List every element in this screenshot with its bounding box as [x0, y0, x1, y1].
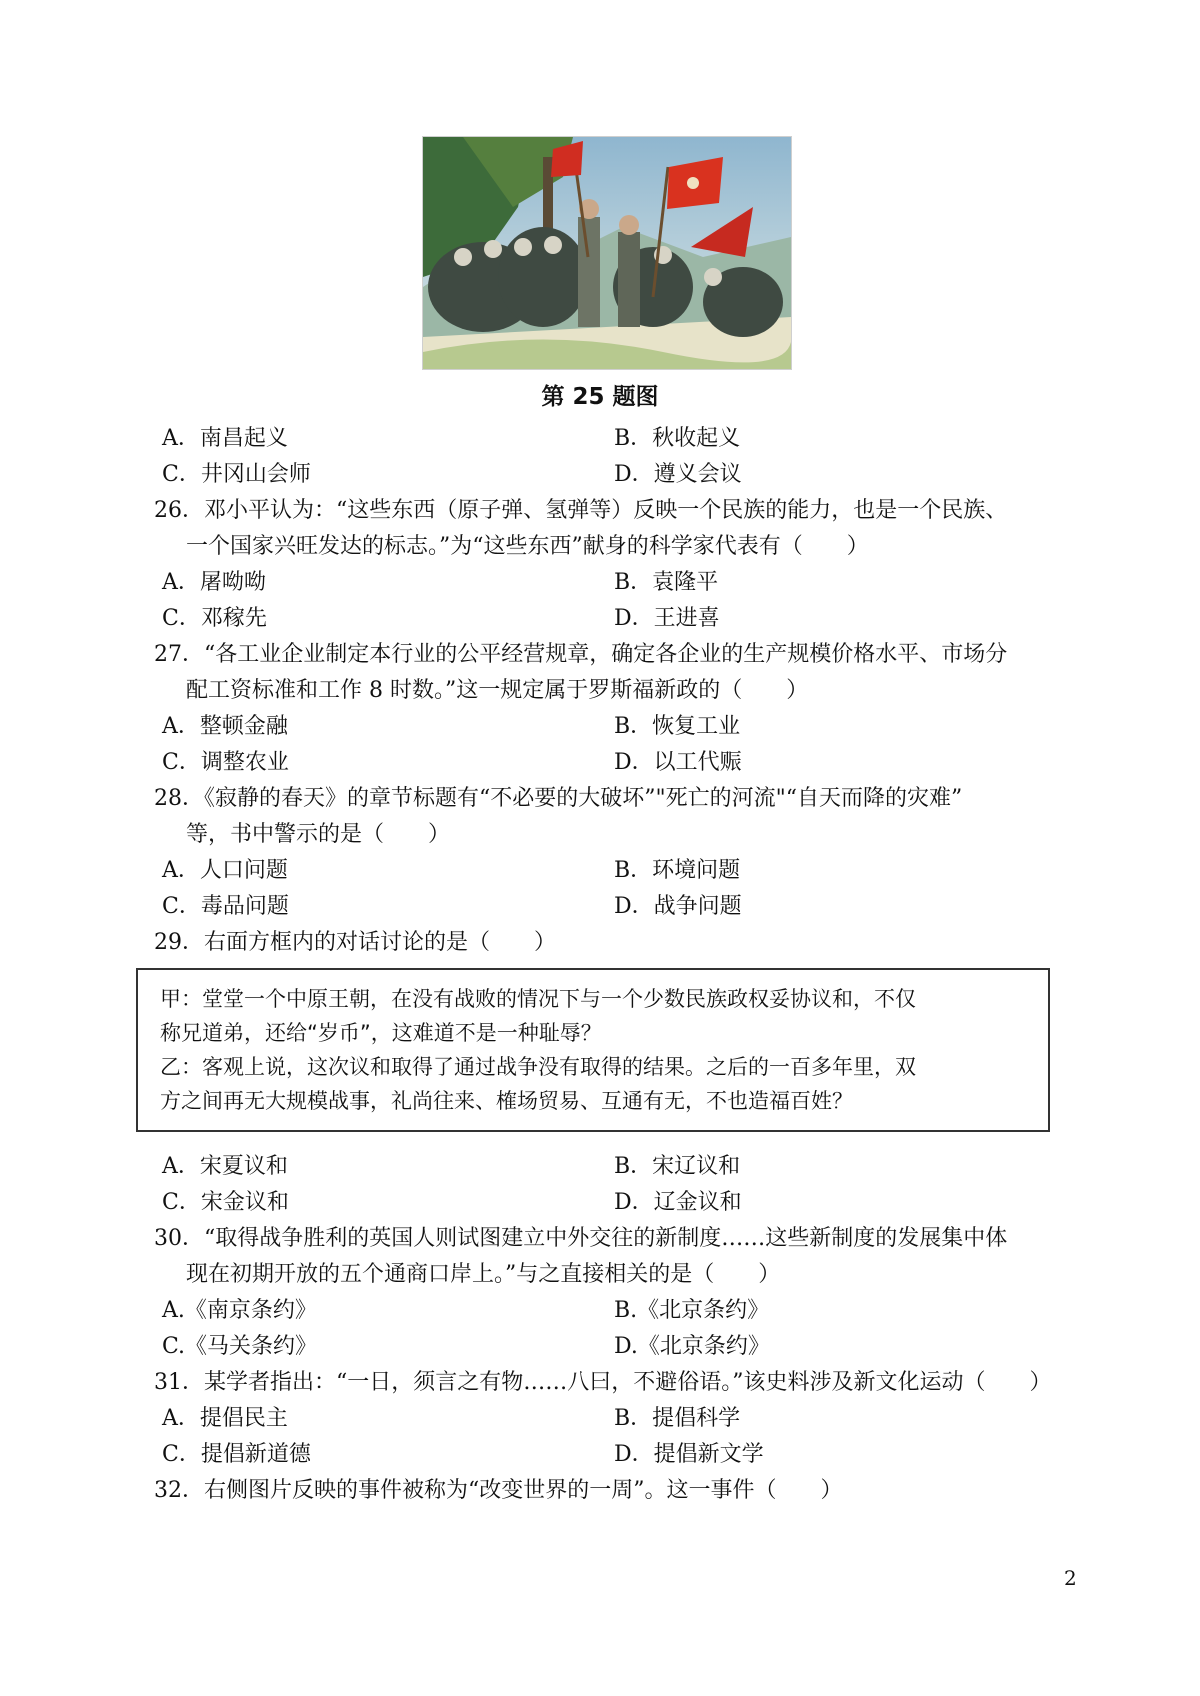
q30-option-b: B.《北京条约》: [614, 1298, 770, 1323]
q25-option-d: D．遵义会议: [614, 462, 742, 487]
q26-option-c: C．邓稼先: [162, 606, 267, 631]
q27-option-c: C．调整农业: [162, 750, 289, 775]
figure-caption: 第 25 题图: [541, 384, 659, 410]
dialogue-line: 乙：客观上说，这次议和取得了通过战争没有取得的结果。之后的一百多年里，双: [160, 1055, 916, 1079]
q28-stem-line-2: 等，书中警示的是（ ）: [186, 822, 451, 847]
question-25-painting: [422, 136, 792, 370]
q26-option-b: B．袁隆平: [614, 570, 719, 595]
q25-option-b: B．秋收起义: [614, 426, 741, 451]
q28-option-a: A．人口问题: [162, 858, 288, 883]
dialogue-line: 方之间再无大规模战事，礼尚往来、榷场贸易、互通有无，不也造福百姓？: [160, 1089, 853, 1113]
q29-dialogue-box: [136, 968, 1050, 1132]
q26-stem-line-1: 26．邓小平认为：“这些东西（原子弹、氢弹等）反映一个民族的能力，也是一个民族、: [154, 498, 1008, 523]
painting-illustration: [423, 137, 791, 369]
q30-option-d: D.《北京条约》: [614, 1334, 770, 1359]
q30-option-a: A.《南京条约》: [162, 1298, 317, 1323]
q25-option-c: C．井冈山会师: [162, 462, 311, 487]
q26-stem-line-2: 一个国家兴旺发达的标志。”为“这些东西”献身的科学家代表有（ ）: [186, 534, 869, 559]
q31-option-c: C．提倡新道德: [162, 1442, 311, 1467]
q27-option-d: D．以工代赈: [614, 750, 742, 775]
q29-option-a: A．宋夏议和: [162, 1154, 288, 1179]
q27-stem-line-2: 配工资标准和工作 8 时数。”这一规定属于罗斯福新政的（ ）: [186, 678, 809, 703]
q31-option-a: A．提倡民主: [162, 1406, 288, 1431]
q30-stem-line-2: 现在初期开放的五个通商口岸上。”与之直接相关的是（ ）: [186, 1262, 781, 1287]
q25-option-a: A．南昌起义: [162, 426, 288, 451]
q27-stem-line-1: 27．“各工业企业制定本行业的公平经营规章，确定各企业的生产规模价格水平、市场分: [154, 642, 1008, 667]
q30-option-c: C.《马关条约》: [162, 1334, 318, 1359]
q32-stem: 32．右侧图片反映的事件被称为“改变世界的一周”。这一事件（ ）: [154, 1478, 843, 1503]
q29-stem: 29．右面方框内的对话讨论的是（ ）: [154, 930, 556, 955]
q28-option-d: D．战争问题: [614, 894, 742, 919]
q29-option-d: D．辽金议和: [614, 1190, 742, 1215]
dialogue-line: 称兄道弟，还给“岁币”，这难道不是一种耻辱？: [160, 1021, 602, 1045]
page-number: 2: [1064, 1566, 1077, 1590]
q28-option-b: B．环境问题: [614, 858, 741, 883]
q27-option-a: A．整顿金融: [162, 714, 288, 739]
q31-stem: 31．某学者指出：“一日，须言之有物……八曰，不避俗语。”该史料涉及新文化运动（ ）: [154, 1370, 1052, 1395]
dialogue-line: 甲：堂堂一个中原王朝，在没有战败的情况下与一个少数民族政权妥协议和，不仅: [160, 987, 916, 1011]
q29-option-b: B．宋辽议和: [614, 1154, 741, 1179]
q29-option-c: C．宋金议和: [162, 1190, 289, 1215]
q28-option-c: C．毒品问题: [162, 894, 289, 919]
q26-option-a: A．屠呦呦: [162, 570, 266, 595]
q31-option-b: B．提倡科学: [614, 1406, 741, 1431]
q28-stem-line-1: 28．《寂静的春天》的章节标题有“不必要的大破坏”"死亡的河流"“自天而降的灾难”: [154, 786, 963, 811]
q30-stem-line-1: 30．“取得战争胜利的英国人则试图建立中外交往的新制度……这些新制度的发展集中体: [154, 1226, 1008, 1251]
q27-option-b: B．恢复工业: [614, 714, 741, 739]
q26-option-d: D．王进喜: [614, 606, 720, 631]
q31-option-d: D．提倡新文学: [614, 1442, 764, 1467]
